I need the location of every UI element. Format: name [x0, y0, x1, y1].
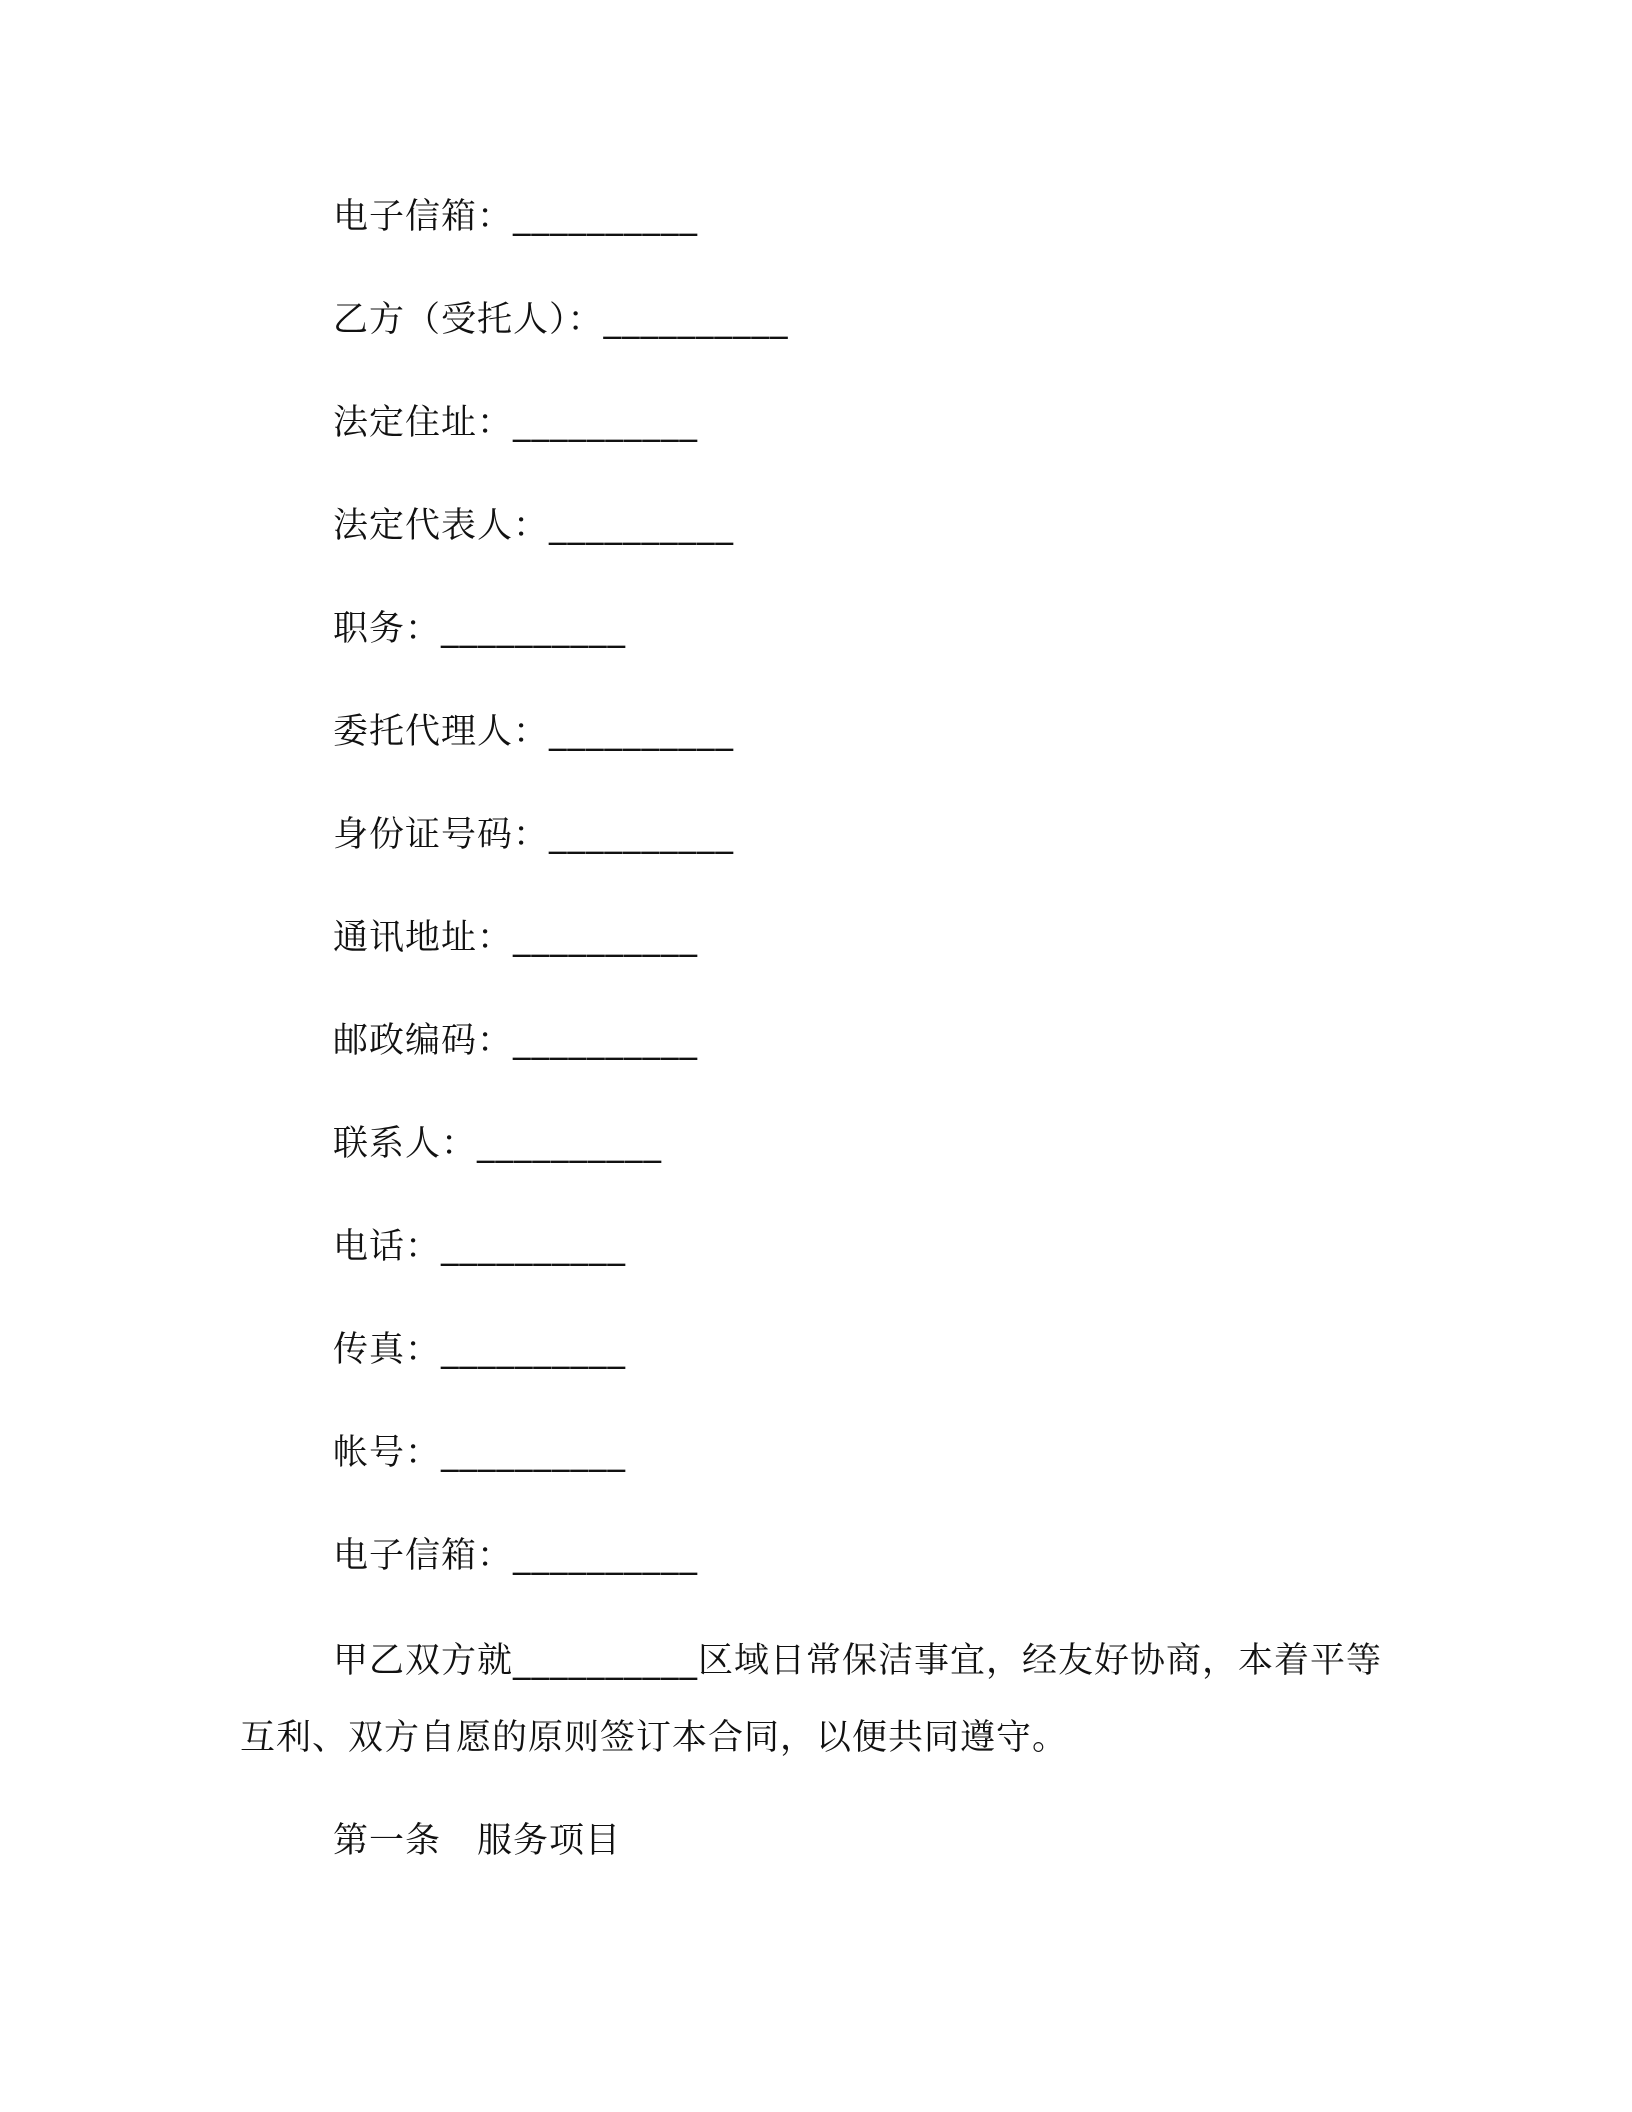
- field-label: 电话：: [333, 1227, 442, 1267]
- field-blank: __________: [513, 197, 699, 237]
- field-authorized-agent: [333, 707, 734, 757]
- field-blank: __________: [549, 712, 735, 752]
- agreement-prefix: 甲乙双方就: [333, 1641, 514, 1681]
- field-label: 乙方（受托人）：: [333, 300, 604, 340]
- field-mailing-address: [333, 913, 698, 963]
- field-blank: __________: [513, 1021, 699, 1061]
- field-email-party-a: [333, 192, 698, 242]
- article-title: 服务项目: [477, 1821, 622, 1861]
- field-label: 法定代表人：: [333, 506, 550, 546]
- field-blank: __________: [441, 1433, 627, 1473]
- field-legal-address: [333, 398, 698, 448]
- field-telephone: [333, 1222, 626, 1272]
- field-label: 电子信箱：: [333, 1536, 514, 1576]
- field-label: 委托代理人：: [333, 712, 550, 752]
- field-label: 身份证号码：: [333, 815, 550, 855]
- field-label: 帐号：: [333, 1433, 442, 1473]
- field-label: 邮政编码：: [333, 1021, 514, 1061]
- article-number: 第一条: [333, 1821, 442, 1861]
- field-fax: [333, 1325, 626, 1375]
- field-blank: __________: [441, 1227, 627, 1267]
- field-contact-person: [333, 1119, 662, 1169]
- field-email-party-b: [333, 1531, 698, 1581]
- field-party-b: [333, 295, 789, 345]
- agreement-paragraph: [240, 1623, 1390, 1777]
- field-label: 通讯地址：: [333, 918, 514, 958]
- field-label: 联系人：: [333, 1124, 478, 1164]
- field-blank: __________: [549, 815, 735, 855]
- field-position: [333, 604, 626, 654]
- field-legal-representative: [333, 501, 734, 551]
- field-label: 职务：: [333, 609, 442, 649]
- article-heading: [333, 1816, 621, 1866]
- field-id-number: [333, 810, 734, 860]
- field-blank: __________: [549, 506, 735, 546]
- agreement-suffix: 区域日常保洁事宜，经友好协商，本着平等互利、双方自愿的原则签订本合同，以便共同遵守。: [240, 1641, 1383, 1758]
- field-label: 传真：: [333, 1330, 442, 1370]
- field-blank: __________: [513, 918, 699, 958]
- field-account-number: [333, 1428, 626, 1478]
- agreement-blank: __________: [513, 1641, 699, 1681]
- field-blank: __________: [441, 1330, 627, 1370]
- field-label: 法定住址：: [333, 403, 514, 443]
- field-blank: __________: [603, 300, 789, 340]
- field-blank: __________: [513, 403, 699, 443]
- field-postal-code: [333, 1016, 698, 1066]
- field-label: 电子信箱：: [333, 197, 514, 237]
- field-blank: __________: [441, 609, 627, 649]
- field-blank: __________: [513, 1536, 699, 1576]
- field-blank: __________: [477, 1124, 663, 1164]
